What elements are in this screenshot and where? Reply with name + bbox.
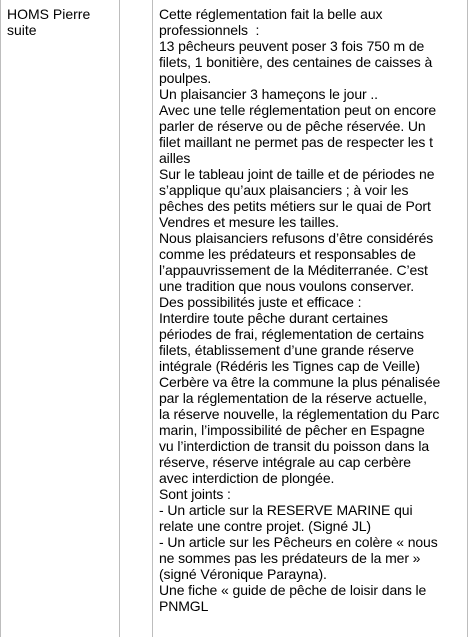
comment-line: Une fiche « guide de pêche de loisir dans le <box>159 582 427 598</box>
comment-line: Cette réglementation fait la belle aux <box>159 6 383 22</box>
comment-line: périodes de frai, réglementation de certains <box>159 326 424 342</box>
comment-line: professionnels : <box>159 22 260 38</box>
comment-line: ailles <box>159 150 191 166</box>
author-name: HOMS Pierre <box>7 6 91 22</box>
comment-line: s’applique qu’aux plaisanciers ; à voir les <box>159 182 409 198</box>
comment-line: PNMGL <box>159 598 209 614</box>
comment-line: Vendres et mesure les tailles. <box>159 214 339 230</box>
comment-line: Un plaisancier 3 hameçons le jour .. <box>159 86 378 102</box>
comment-line: l’appauvrissement de la Méditerranée. C’est <box>159 262 428 278</box>
comment-line: Avec une telle réglementation peut on encore <box>159 102 437 118</box>
comment-line: la réserve nouvelle, la réglementation du Parc <box>159 406 440 422</box>
comment-line: Nous plaisanciers refusons d’être considérés <box>159 230 434 246</box>
comment-text-cell <box>159 6 465 614</box>
comment-line: - Un article sur la RESERVE MARINE qui <box>159 502 413 518</box>
comment-line: relate une contre projet. (Signé JL) <box>159 518 371 534</box>
comment-line: poulpes. <box>159 70 212 86</box>
comment-line: Cerbère va être la commune la plus pénalisée <box>159 374 441 390</box>
comment-line: vu l’interdiction de transit du poisson dans la <box>159 438 430 454</box>
comment-line: - Un article sur les Pêcheurs en colère « nous <box>159 534 438 550</box>
author-suffix: suite <box>7 22 37 38</box>
comment-line: par la réglementation de la réserve actuelle, <box>159 390 427 406</box>
comment-line: filet maillant ne permet pas de respecter les t <box>159 134 433 150</box>
comment-line: (signé Véronique Parayna). <box>159 566 327 582</box>
comment-line: ne sommes pas les prédateurs de la mer » <box>159 550 421 566</box>
comment-line: 13 pêcheurs peuvent poser 3 fois 750 m de <box>159 38 425 54</box>
comment-line: Sont joints : <box>159 486 231 502</box>
empty-cell <box>120 0 152 637</box>
comment-line: avec interdiction de plongée. <box>159 470 335 486</box>
comment-line: filets, 1 bonitière, des centaines de caisses à <box>159 54 433 70</box>
comment-line: marin, l’impossibilité de pêcher en Espagne <box>159 422 425 438</box>
comment-line: comme les prédateurs et responsables de <box>159 246 416 262</box>
comment-line: Des possibilités juste et efficace : <box>159 294 362 310</box>
author-cell <box>7 6 117 38</box>
comment-line: intégrale (Rédéris les Tignes cap de Veille) <box>159 358 420 374</box>
comment-line: parler de réserve ou de pêche réservée. Un <box>159 118 426 134</box>
comment-line: Interdire toute pêche durant certaines <box>159 310 388 326</box>
comment-line: une tradition que nous voulons conserver. <box>159 278 415 294</box>
comment-line: Sur le tableau joint de taille et de périodes ne <box>159 166 435 182</box>
comment-line: réserve, réserve intégrale au cap cerbère <box>159 454 411 470</box>
comment-line: pêches des petits métiers sur le quai de Port <box>159 198 431 214</box>
column-divider <box>152 0 153 637</box>
comment-line: filets, établissement d’une grande réserve <box>159 342 414 358</box>
